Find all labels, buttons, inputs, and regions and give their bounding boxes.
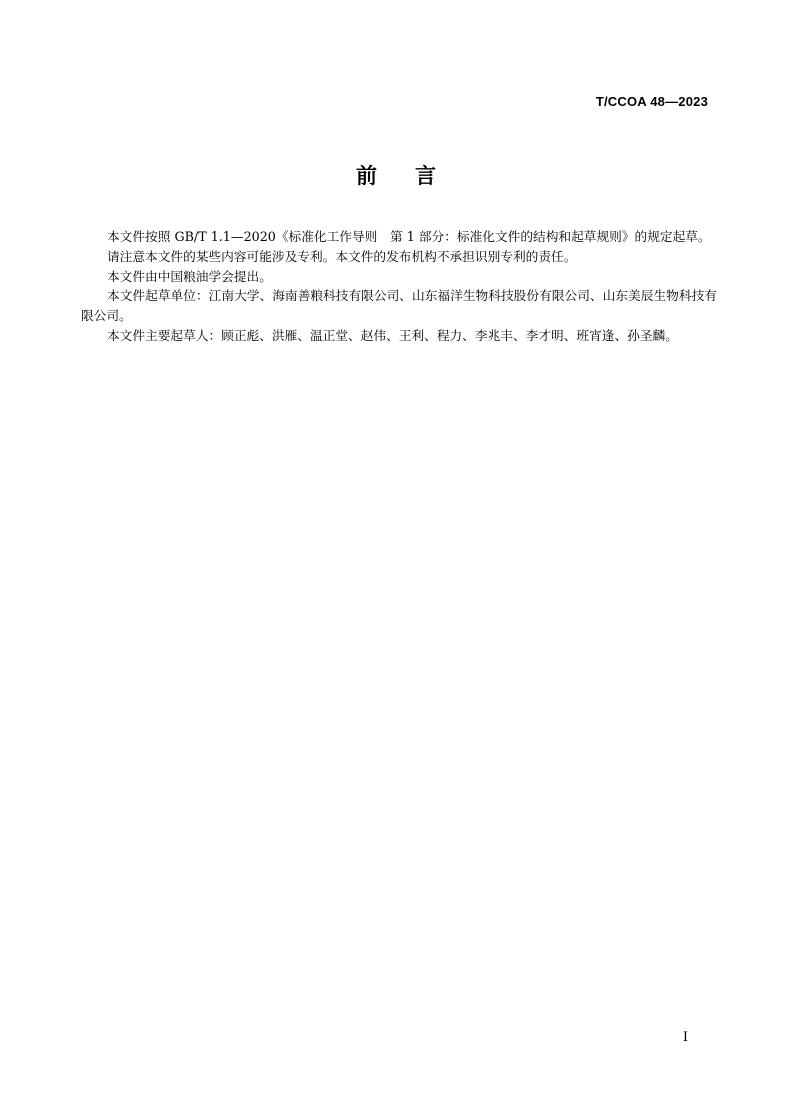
page-number: I bbox=[682, 1030, 688, 1045]
paragraph-drafting-rules: 本文件按照 GB/T 1.1—2020《标准化工作导则 第 1 部分：标准化文件的结构和起草规则》的规定起草。 bbox=[107, 229, 711, 244]
page-title: 前言 bbox=[356, 164, 474, 188]
paragraph-patent-notice: 请注意本文件的某些内容可能涉及专利。本文件的发布机构不承担识别专利的责任。 bbox=[107, 248, 577, 264]
document-code: T/CCOA 48—2023 bbox=[595, 94, 708, 109]
body-text bbox=[81, 227, 717, 346]
paragraph-proposer: 本文件由中国粮油学会提出。 bbox=[107, 268, 272, 284]
paragraph-drafting-units: 本文件起草单位：江南大学、海南善粮科技有限公司、山东福洋生物科技股份有限公司、山东美辰生物科技有限公司。 bbox=[81, 288, 717, 324]
paragraph-drafters: 本文件主要起草人：顾正彪、洪雁、温正堂、赵伟、王利、程力、李兆丰、李才明、班宵逢、孙圣麟。 bbox=[107, 327, 678, 343]
